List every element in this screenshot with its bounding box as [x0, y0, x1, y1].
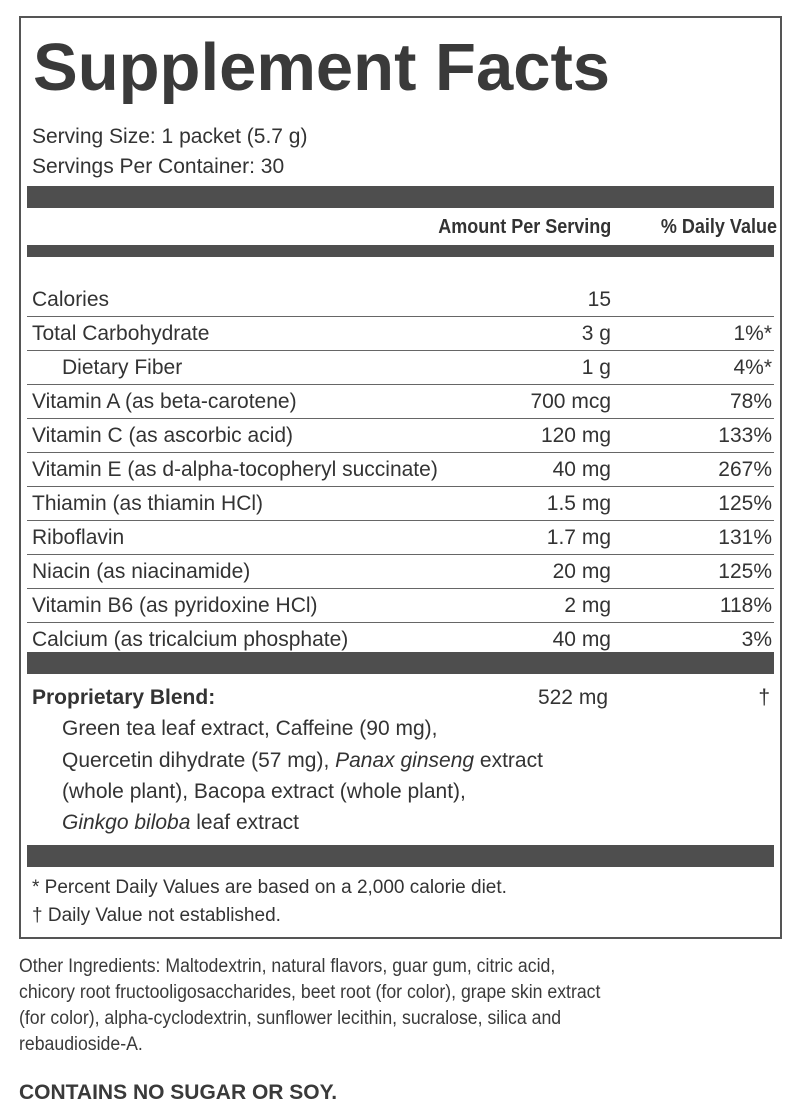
nutrient-amount: 40 mg — [552, 628, 611, 651]
nutrient-amount: 15 — [587, 288, 611, 311]
other-ingredients-line: Other Ingredients: Maltodextrin, natural flavors, guar gum, citric acid, — [19, 956, 556, 977]
nutrient-daily-value: 125% — [718, 560, 772, 583]
nutrient-name: Calories — [32, 288, 110, 311]
blend-text: Quercetin dihydrate (57 mg), — [62, 749, 336, 772]
blend-text: extract — [474, 749, 543, 772]
nutrient-row — [27, 453, 774, 487]
nutrient-daily-value: 4%* — [733, 356, 772, 379]
blend-text: leaf extract — [190, 811, 299, 834]
footnote-percent: * Percent Daily Values are based on a 2,000 calorie diet. — [32, 877, 507, 898]
label-title: Supplement Facts — [33, 30, 611, 105]
serving-size: Serving Size: 1 packet (5.7 g) — [32, 125, 308, 148]
nutrient-daily-value: 267% — [718, 458, 772, 481]
nutrient-name: Calcium (as tricalcium phosphate) — [32, 628, 349, 651]
divider-bar-bottom — [27, 845, 774, 867]
blend-ingredients-line-2 — [62, 748, 543, 774]
supplement-facts-panel — [19, 16, 782, 939]
blend-italic-name: Panax ginseng — [335, 749, 475, 772]
nutrient-name: Total Carbohydrate — [32, 322, 210, 345]
nutrient-amount: 1 g — [581, 356, 611, 379]
nutrient-daily-value: 78% — [729, 390, 772, 413]
nutrient-amount: 700 mcg — [530, 390, 611, 413]
nutrient-name: Vitamin A (as beta-carotene) — [32, 390, 297, 413]
header-amount: Amount Per Serving — [437, 216, 611, 238]
other-ingredients-line: chicory root fructooligosaccharides, beet root (for color), grape skin extract — [19, 982, 601, 1003]
nutrient-name: Dietary Fiber — [62, 356, 183, 379]
nutrient-name: Vitamin E (as d-alpha-tocopheryl succinate) — [32, 458, 438, 481]
nutrient-amount: 2 mg — [564, 594, 611, 617]
nutrient-daily-value: 118% — [719, 594, 772, 617]
other-ingredients-line: rebaudioside-A. — [19, 1034, 143, 1055]
nutrient-amount: 1.5 mg — [546, 492, 611, 515]
nutrient-daily-value: 125% — [718, 492, 772, 515]
nutrient-row — [27, 521, 774, 555]
nutrient-row — [27, 419, 774, 453]
nutrient-amount: 1.7 mg — [546, 526, 611, 549]
nutrient-row — [27, 283, 774, 317]
blend-italic-name: Ginkgo biloba — [62, 811, 191, 834]
nutrient-row — [27, 385, 774, 419]
nutrient-daily-value: 1%* — [733, 322, 772, 345]
nutrient-row — [27, 317, 774, 351]
nutrient-name: Vitamin C (as ascorbic acid) — [32, 424, 294, 447]
other-ingredients-line: (for color), alpha-cyclodextrin, sunflower lecithin, sucralose, silica and — [19, 1008, 562, 1029]
nutrient-daily-value: 133% — [718, 424, 772, 447]
nutrient-amount: 40 mg — [552, 458, 611, 481]
nutrient-name: Vitamin B6 (as pyridoxine HCl) — [32, 594, 318, 617]
nutrient-amount: 20 mg — [552, 560, 611, 583]
blend-ingredients-line-1: Green tea leaf extract, Caffeine (90 mg), — [62, 717, 438, 740]
divider-bar-top — [27, 186, 774, 208]
nutrient-row — [27, 487, 774, 521]
blend-title: Proprietary Blend: — [32, 686, 216, 709]
nutrient-name: Niacin (as niacinamide) — [32, 560, 251, 583]
blend-amount: 522 mg — [537, 686, 608, 709]
nutrient-daily-value: 131% — [718, 526, 772, 549]
blend-ingredients-line-3: (whole plant), Bacopa extract (whole plant), — [62, 780, 466, 803]
nutrient-daily-value: 3% — [741, 628, 772, 651]
divider-bar-header — [27, 245, 774, 257]
divider-bar-mid — [27, 652, 774, 674]
nutrient-row — [27, 589, 774, 623]
blend-ingredients-line-4 — [62, 810, 299, 836]
nutrient-name: Riboflavin — [32, 526, 125, 549]
nutrient-row — [27, 351, 774, 385]
nutrient-amount: 3 g — [581, 322, 611, 345]
nutrient-name: Thiamin (as thiamin HCl) — [32, 492, 264, 515]
allergen-statement: CONTAINS NO SUGAR OR SOY. — [19, 1081, 338, 1104]
servings-per-container: Servings Per Container: 30 — [32, 155, 285, 178]
nutrient-row — [27, 555, 774, 589]
nutrient-amount: 120 mg — [540, 424, 611, 447]
blend-daily-value: † — [758, 686, 770, 709]
footnote-dagger: † Daily Value not established. — [32, 905, 281, 926]
other-ingredients — [19, 954, 789, 1058]
header-daily-value: % Daily Value — [660, 216, 777, 238]
